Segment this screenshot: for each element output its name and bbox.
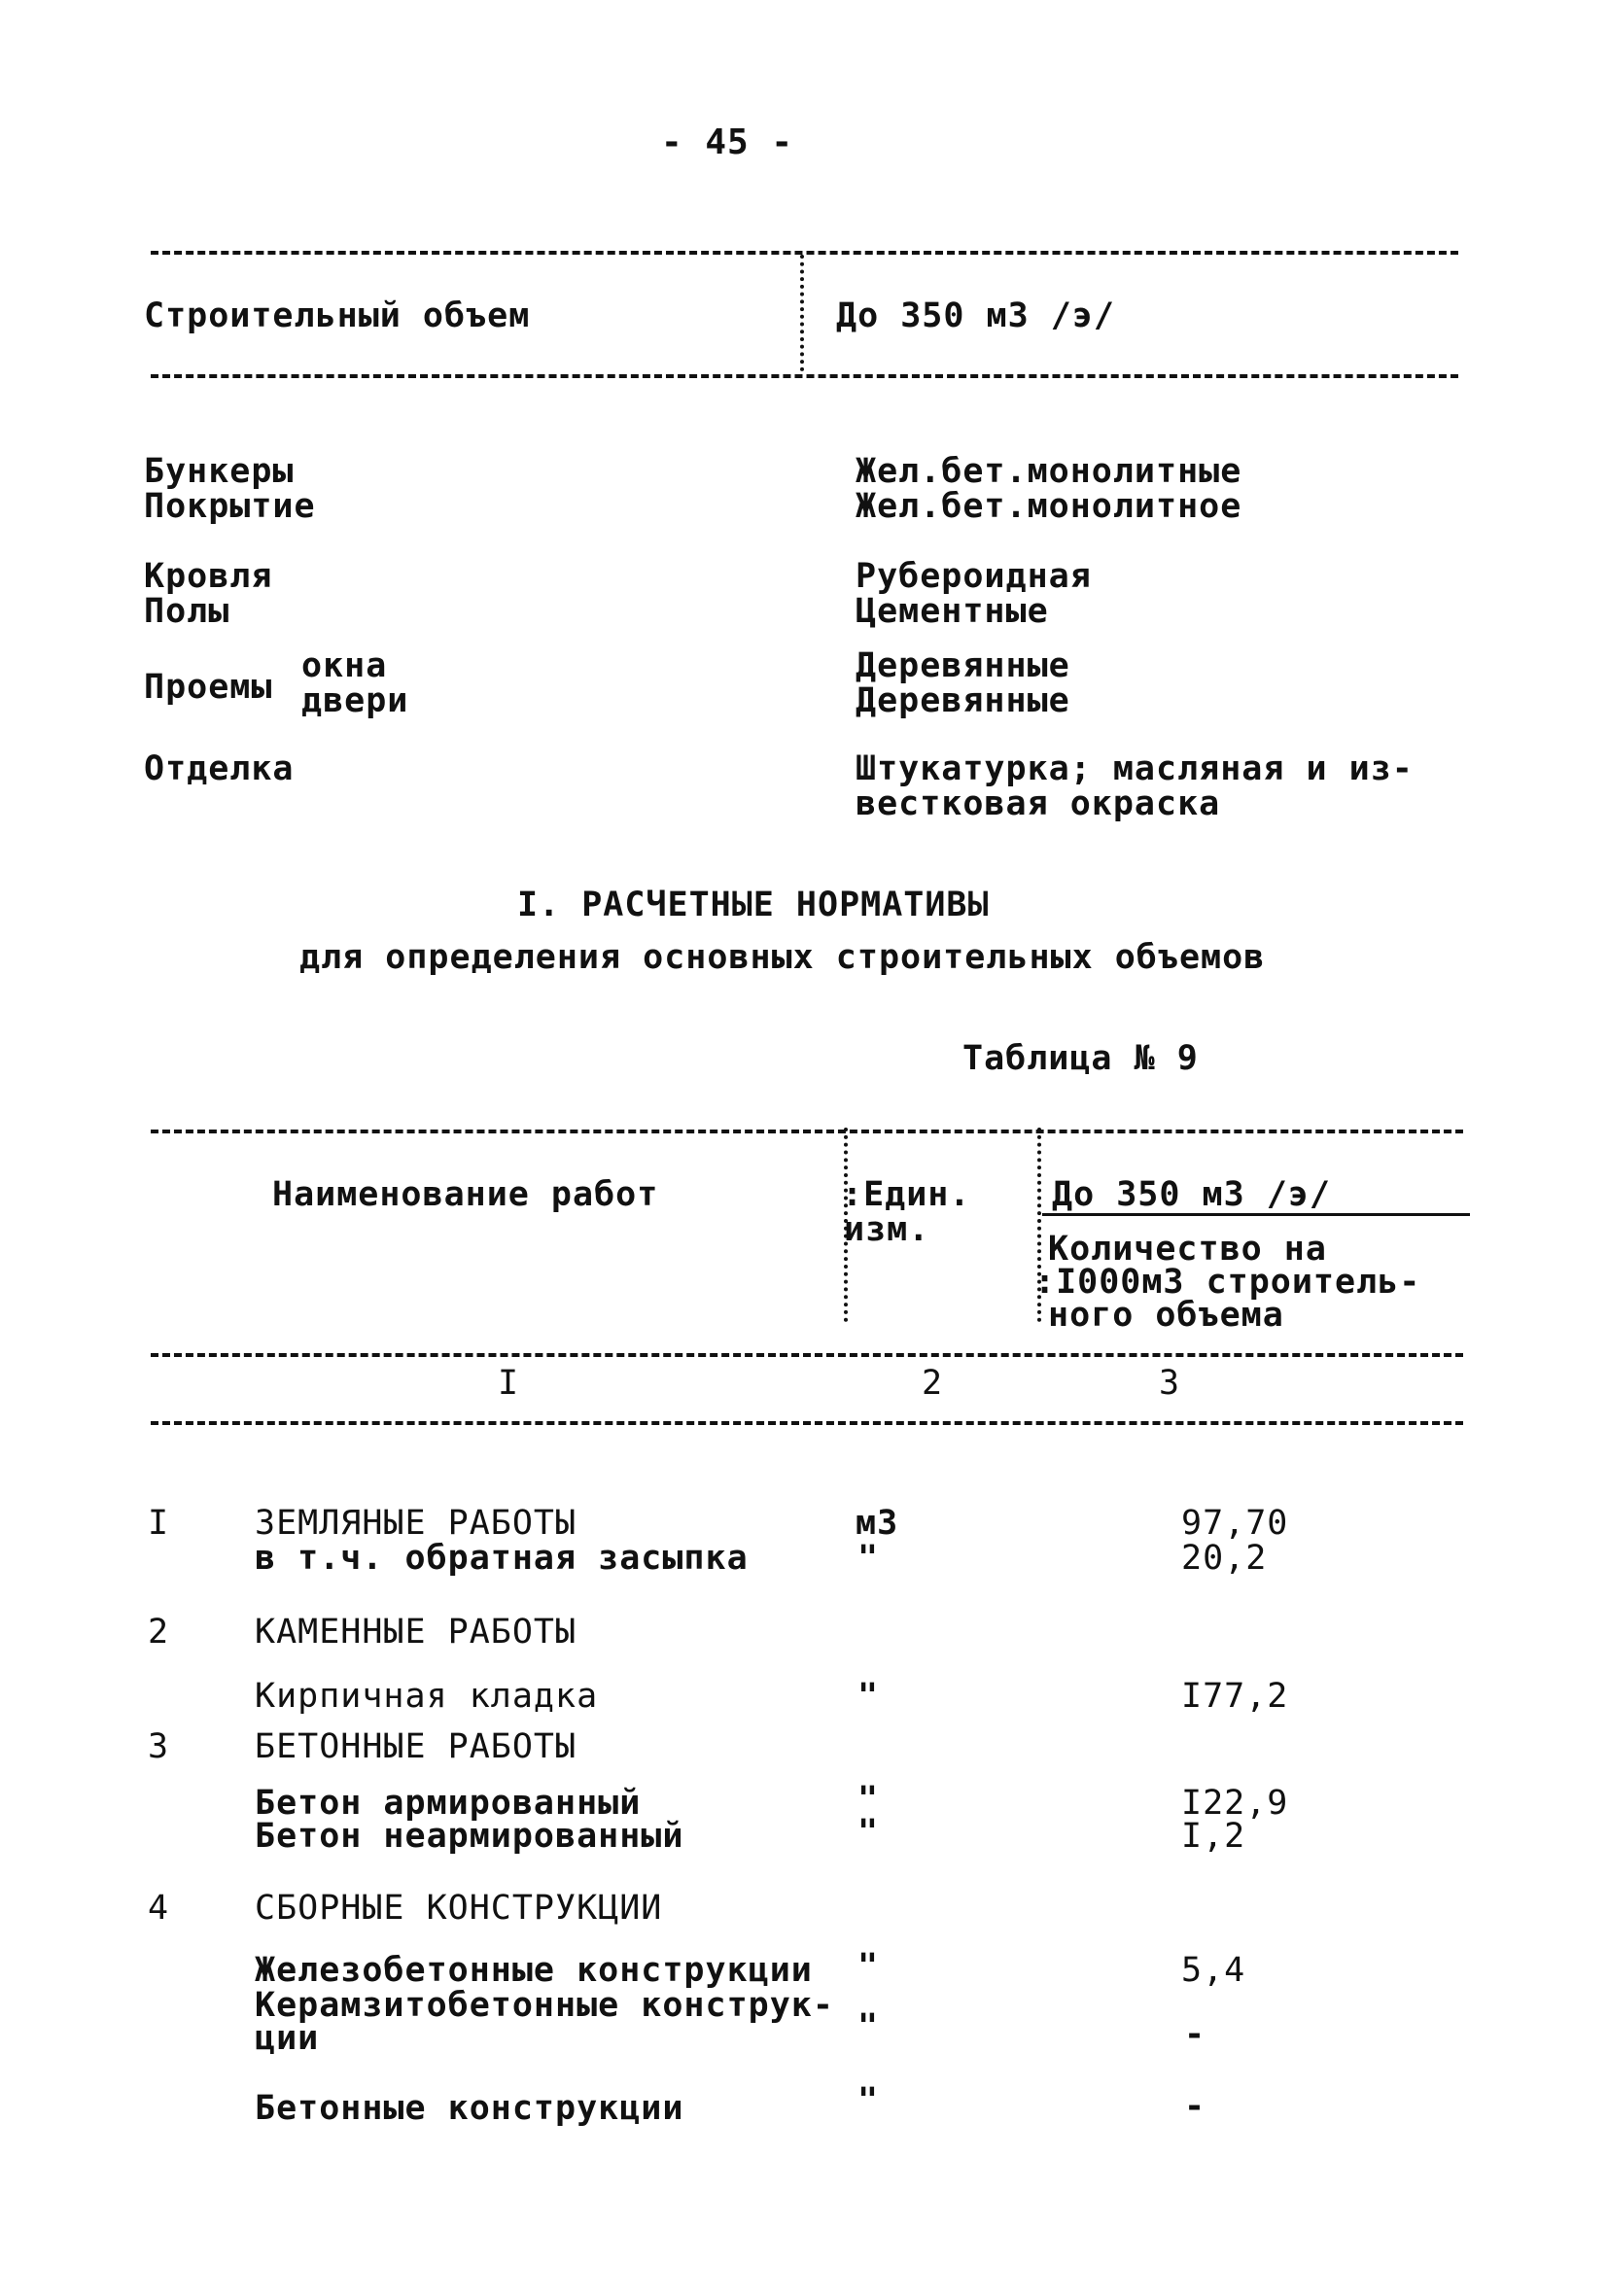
header-qty: ного объема: [1048, 1296, 1284, 1335]
header-name: Наименование работ: [272, 1175, 659, 1214]
table-colnum-rule: [151, 1421, 1463, 1425]
row-name: БЕТОННЫЕ РАБОТЫ: [255, 1727, 577, 1766]
row-name: в т.ч. обратная засыпка: [255, 1539, 749, 1578]
row-number: 4: [148, 1889, 170, 1928]
spec-value: Цементные: [856, 592, 1049, 631]
spec-label: Проемы: [144, 668, 273, 707]
spec-value: Деревянные: [856, 646, 1070, 685]
spec-value: Жел.бет.монолитные: [856, 452, 1242, 491]
row-name: ции: [255, 2019, 320, 2058]
spec-value: Деревянные: [856, 681, 1070, 720]
row-name: Бетон армированный: [255, 1784, 642, 1823]
page-number: - 45 -: [661, 122, 794, 162]
row-value: -: [1184, 2087, 1206, 2126]
row-name: Кирпичная кладка: [255, 1677, 599, 1716]
row-value: 97,70: [1181, 1504, 1289, 1543]
spec-sub-label: окна: [301, 646, 388, 685]
row-name: Бетон неармированный: [255, 1817, 684, 1856]
row-value: 20,2: [1181, 1539, 1268, 1578]
spec-value: вестковая окраска: [856, 784, 1221, 823]
row-unit: ": [857, 1780, 880, 1819]
row-number: 2: [148, 1613, 170, 1652]
row-unit: ": [857, 1677, 880, 1716]
row-name: Керамзитобетонные конструк-: [255, 1986, 834, 2025]
header-qty: Количество на: [1048, 1230, 1327, 1269]
row-value: 5,4: [1181, 1951, 1246, 1990]
row-unit: ": [857, 1539, 880, 1578]
spec-label: Кровля: [144, 557, 273, 596]
row-number: I: [148, 1504, 170, 1543]
table-header-rule: [151, 1353, 1463, 1357]
col-number: I: [498, 1364, 520, 1403]
section-title: I. РАСЧЕТНЫЕ НОРМАТИВЫ: [517, 886, 990, 924]
spec-value: Штукатурка; масляная и из-: [856, 749, 1414, 788]
row-name: КАМЕННЫЕ РАБОТЫ: [255, 1613, 577, 1652]
header-qty: :I000м3 строитель-: [1034, 1263, 1421, 1302]
spec-label: Покрытие: [144, 487, 316, 526]
table-top-rule: [151, 1130, 1463, 1133]
header-table-divider: [800, 255, 804, 371]
row-name: Железобетонные конструкции: [255, 1951, 813, 1990]
header-table-top-rule: [151, 251, 1458, 255]
row-value: I22,9: [1181, 1784, 1289, 1823]
header-unit: :Един.: [842, 1175, 971, 1214]
header-table-label: Строительный объем: [144, 296, 531, 335]
header-unit: изм.: [844, 1210, 930, 1249]
col-number: 2: [922, 1364, 944, 1403]
col-number: 3: [1159, 1364, 1181, 1403]
header-volume-underline: [1042, 1213, 1470, 1216]
header-table-value: До 350 м3 /э/: [836, 296, 1115, 335]
spec-value: Рубероидная: [856, 557, 1092, 596]
spec-sub-label: двери: [301, 681, 409, 720]
section-subtitle: для определения основных строительных объемов: [299, 938, 1266, 977]
row-unit: ": [857, 1813, 880, 1852]
table-label: Таблица № 9: [962, 1039, 1199, 1078]
header-table-bottom-rule: [151, 374, 1458, 378]
spec-value: Жел.бет.монолитное: [856, 487, 1242, 526]
row-unit: м3: [856, 1504, 899, 1543]
header-volume: До 350 м3 /э/: [1052, 1175, 1331, 1214]
row-number: 3: [148, 1727, 170, 1766]
row-unit: ": [857, 1947, 880, 1986]
row-name: СБОРНЫЕ КОНСТРУКЦИИ: [255, 1889, 663, 1928]
row-name: ЗЕМЛЯНЫЕ РАБОТЫ: [255, 1504, 577, 1543]
row-name: Бетонные конструкции: [255, 2089, 684, 2128]
row-value: I77,2: [1181, 1677, 1289, 1716]
spec-label: Отделка: [144, 749, 295, 788]
row-unit: ": [857, 2007, 880, 2046]
row-unit: ": [857, 2081, 880, 2120]
spec-label: Полы: [144, 592, 230, 631]
row-value: I,2: [1181, 1817, 1246, 1856]
spec-label: Бункеры: [144, 452, 295, 491]
row-value: -: [1184, 2015, 1206, 2054]
